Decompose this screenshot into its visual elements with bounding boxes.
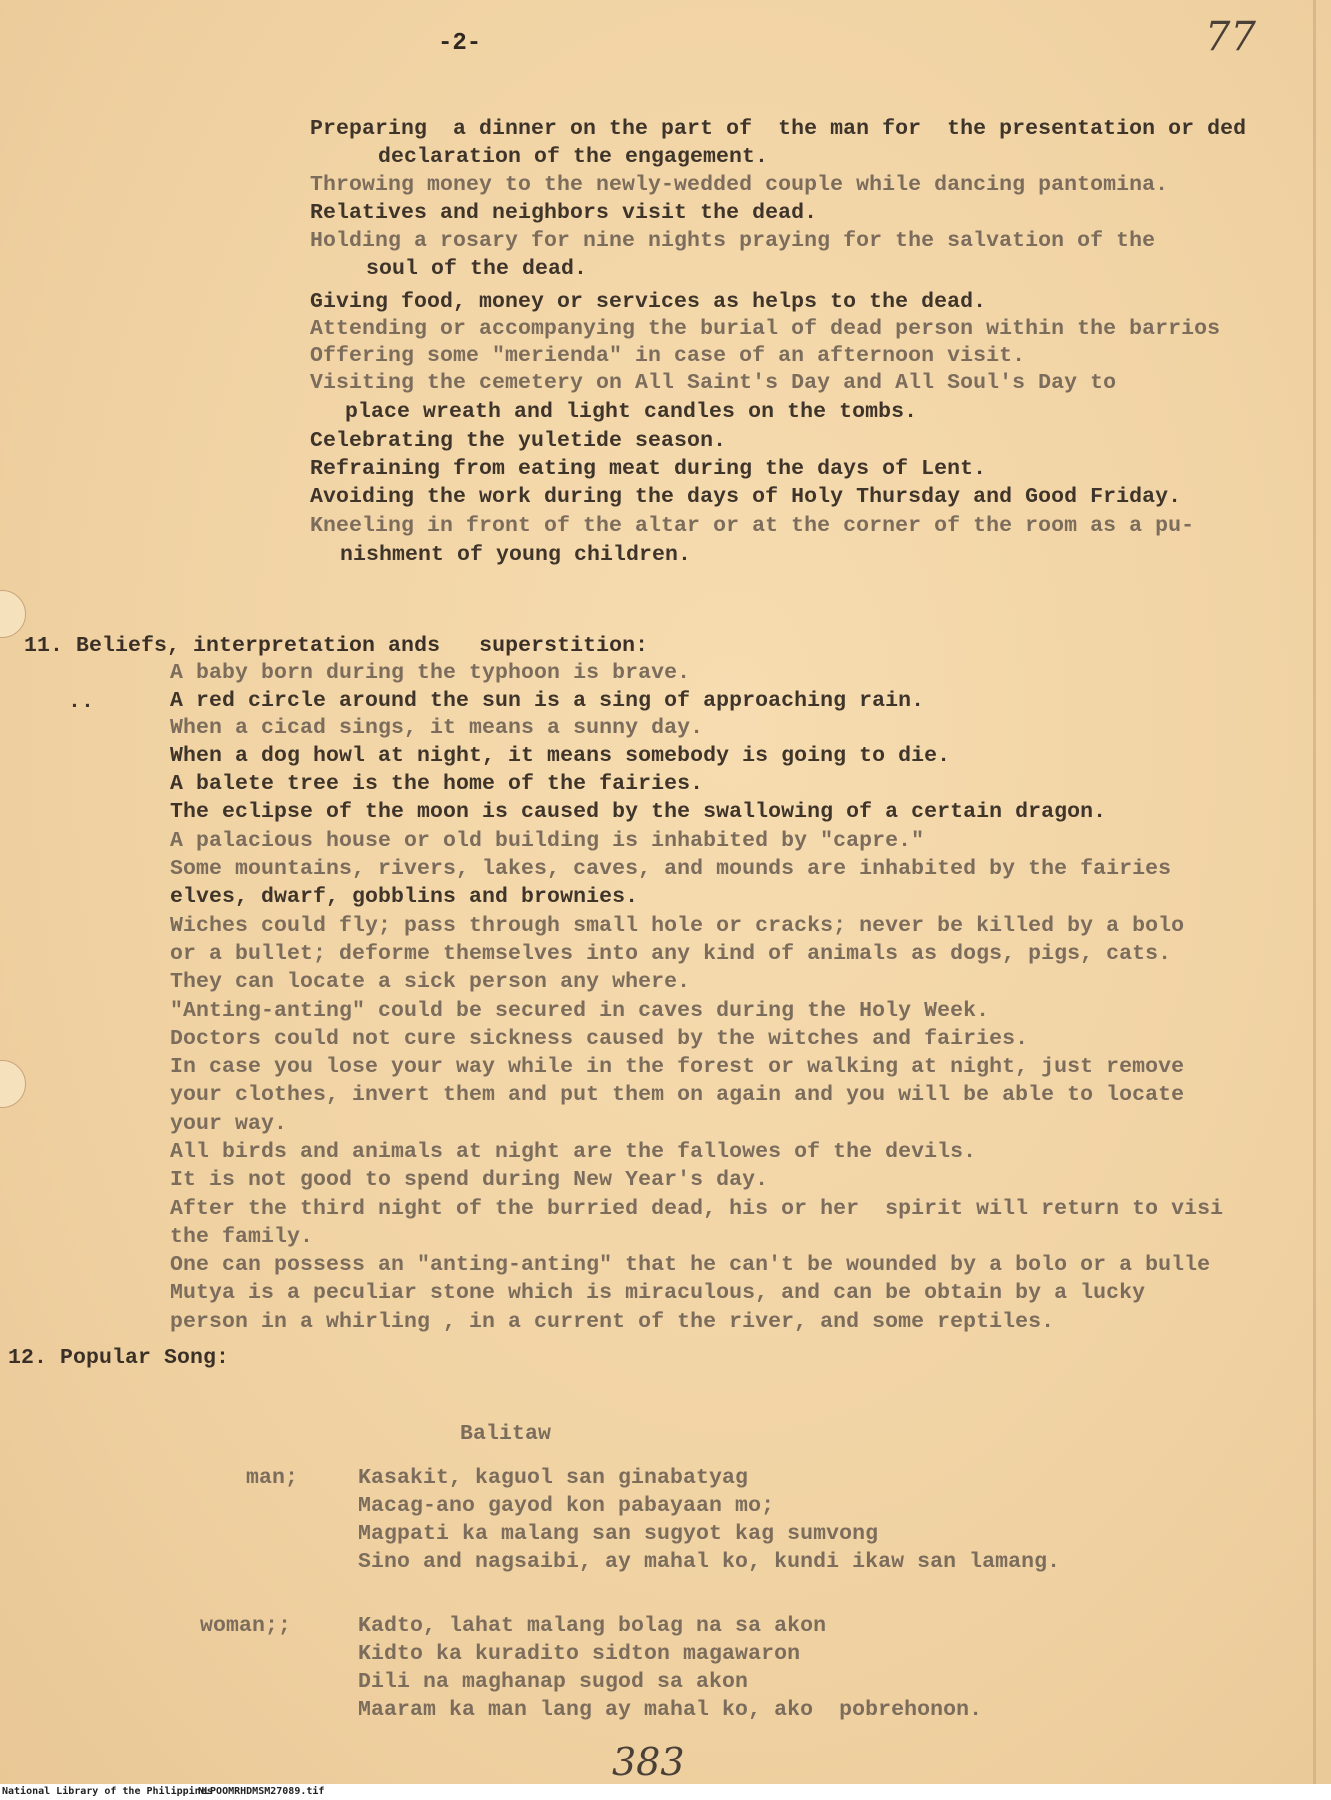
library-credit: National Library of the Philippines	[2, 1786, 213, 1797]
belief-line: Some mountains, rivers, lakes, caves, and mounds are inhabited by the fairies	[170, 857, 1172, 881]
song-line: Macag-ano gayod kon pabayaan mo;	[358, 1494, 775, 1518]
song-line: Maaram ka man lang ay mahal ko, ako pobrehonon.	[358, 1698, 983, 1722]
custom-line: Refraining from eating meat during the days of Lent.	[310, 457, 987, 481]
belief-line: or a bullet; deforme themselves into any kind of animals as dogs, pigs, cats.	[170, 942, 1172, 966]
belief-line: Mutya is a peculiar stone which is miraculous, and can be obtain by a lucky	[170, 1281, 1146, 1305]
scan-filename: NLPOOMRHDMSM27089.tif	[198, 1786, 325, 1797]
song-line: Dili na maghanap sugod sa akon	[358, 1670, 749, 1694]
custom-line: soul of the dead.	[366, 257, 588, 281]
custom-line: Avoiding the work during the days of Holy Thursday and Good Friday.	[310, 485, 1182, 509]
belief-line: One can possess an "anting-anting" that he can't be wounded by a bolo or a bulle	[170, 1253, 1211, 1277]
song-line: Sino and nagsaibi, ay mahal ko, kundi ikaw san lamang.	[358, 1550, 1061, 1574]
handwritten-page-number: 383	[612, 1740, 685, 1784]
punch-hole-upper	[0, 590, 26, 638]
custom-line: Holding a rosary for nine nights praying for the salvation of the	[310, 229, 1156, 253]
punch-hole-lower	[0, 1060, 26, 1108]
song-line: Magpati ka malang san sugyot kag sumvong	[358, 1522, 879, 1546]
belief-line: In case you lose your way while in the forest or walking at night, just remove	[170, 1055, 1185, 1079]
custom-line: nishment of young children.	[340, 543, 692, 567]
belief-line: All birds and animals at night are the fallowes of the devils.	[170, 1140, 977, 1164]
song-title: Balitaw	[460, 1422, 552, 1446]
scan-footer-bar	[0, 1784, 1331, 1800]
belief-line: your way.	[170, 1112, 288, 1136]
custom-line: Throwing money to the newly-wedded couple while dancing pantomina.	[310, 173, 1169, 197]
section-12-heading: 12. Popular Song:	[8, 1346, 230, 1370]
belief-line: the family.	[170, 1225, 314, 1249]
belief-line: They can locate a sick person any where.	[170, 970, 691, 994]
custom-line: Relatives and neighbors visit the dead.	[310, 201, 818, 225]
page-number: -2-	[438, 30, 482, 57]
belief-line: "Anting-anting" could be secured in caves during the Holy Week.	[170, 999, 990, 1023]
custom-line: place wreath and light candles on the tombs.	[345, 400, 918, 424]
belief-line: It is not good to spend during New Year's day.	[170, 1168, 769, 1192]
margin-rule	[1313, 0, 1316, 1800]
custom-line: Giving food, money or services as helps to the dead.	[310, 290, 987, 314]
belief-line: elves, dwarf, gobblins and brownies.	[170, 885, 639, 909]
belief-line: When a dog howl at night, it means somebody is going to die.	[170, 744, 951, 768]
belief-line: After the third night of the burried dead, his or her spirit will return to visi	[170, 1197, 1224, 1221]
custom-line: declaration of the engagement.	[378, 145, 769, 169]
margin-mark: ..	[68, 690, 95, 714]
belief-line: person in a whirling , in a current of the river, and some reptiles.	[170, 1310, 1055, 1334]
custom-line: Preparing a dinner on the part of the man for the presentation or ded	[310, 117, 1247, 141]
custom-line: Attending or accompanying the burial of dead person within the barrios	[310, 317, 1221, 341]
section-11-heading: 11. Beliefs, interpretation ands superstition:	[24, 634, 649, 658]
belief-line: When a cicad sings, it means a sunny day.	[170, 716, 704, 740]
belief-line: The eclipse of the moon is caused by the swallowing of a certain dragon.	[170, 800, 1107, 824]
belief-line: A palacious house or old building is inhabited by "capre."	[170, 829, 925, 853]
custom-line: Kneeling in front of the altar or at the corner of the room as a pu-	[310, 514, 1195, 538]
belief-line: A red circle around the sun is a sing of approaching rain.	[170, 689, 925, 713]
custom-line: Celebrating the yuletide season.	[310, 429, 727, 453]
belief-line: your clothes, invert them and put them on again and you will be able to locate	[170, 1083, 1185, 1107]
song-line: Kidto ka kuradito sidton magawaron	[358, 1642, 801, 1666]
custom-line: Visiting the cemetery on All Saint's Day and All Soul's Day to	[310, 371, 1117, 395]
verse-speaker-man: man;	[246, 1466, 299, 1490]
song-line: Kadto, lahat malang bolag na sa akon	[358, 1614, 827, 1638]
custom-line: Offering some "merienda" in case of an afternoon visit.	[310, 344, 1026, 368]
belief-line: A balete tree is the home of the fairies.	[170, 772, 704, 796]
belief-line: A baby born during the typhoon is brave.	[170, 661, 691, 685]
song-line: Kasakit, kaguol san ginabatyag	[358, 1466, 749, 1490]
belief-line: Wiches could fly; pass through small hole or cracks; never be killed by a bolo	[170, 914, 1185, 938]
verse-speaker-woman: woman;;	[200, 1614, 292, 1638]
belief-line: Doctors could not cure sickness caused by the witches and fairies.	[170, 1027, 1029, 1051]
handwritten-folio-number: 77	[1205, 14, 1256, 60]
